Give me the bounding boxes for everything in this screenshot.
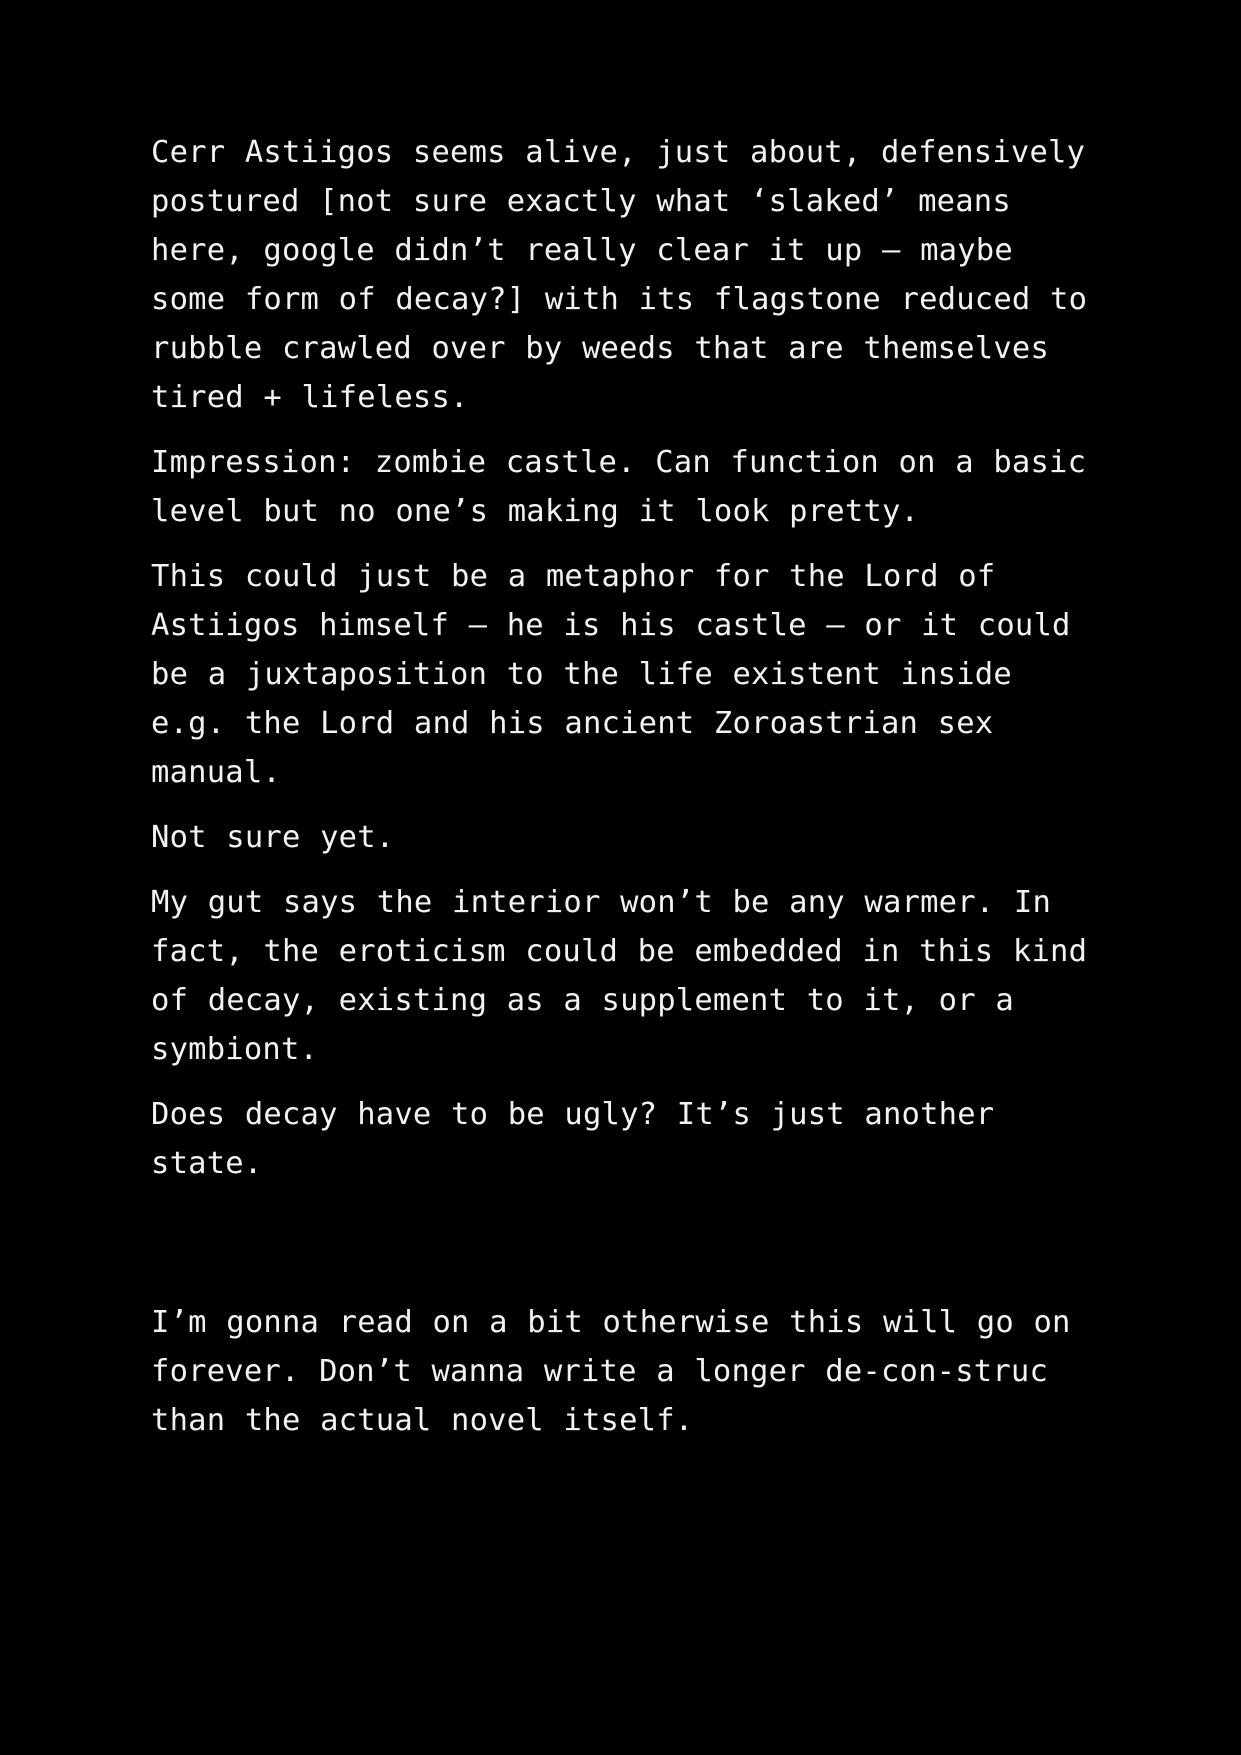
paragraph: Cerr Astiigos seems alive, just about, defensively postured [not sure exactly what ‘slaked’ means here, google didn’t really clear it up – maybe some form of decay?] with its flagstone reduced to rubble crawled over by weeds that are themselves tired + lifeless.: [151, 135, 1107, 415]
paragraph: I’m gonna read on a bit otherwise this will go on forever. Don’t wanna write a longer de-con-struc than the actual novel itself.: [151, 1305, 1091, 1438]
document-body: [151, 128, 1107, 1445]
paragraph: Does decay have to be ugly? It’s just another state.: [151, 1097, 1014, 1181]
paragraph: Not sure yet.: [151, 820, 395, 855]
paragraph: This could just be a metaphor for the Lord of Astiigos himself – he is his castle – or it could be a juxtaposition to the life existent inside e.g. the Lord and his ancient Zoroastrian sex manual.: [151, 559, 1091, 790]
paragraph: Impression: zombie castle. Can function on a basic level but no one’s making it look pretty.: [151, 445, 1106, 529]
paragraph: My gut says the interior won’t be any warmer. In fact, the eroticism could be embedded in this kind of decay, existing as a supplement to it, or a symbiont.: [151, 885, 1107, 1067]
